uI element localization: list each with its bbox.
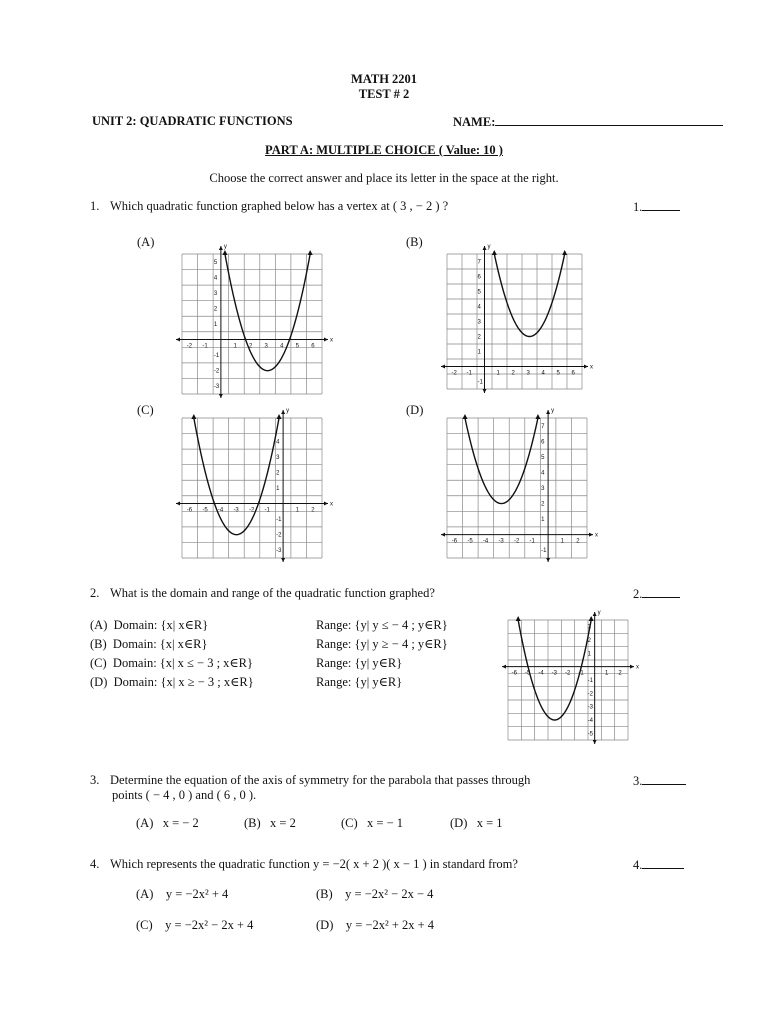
q1-option-c-label: (C) <box>137 403 154 417</box>
y-tick-label: 1 <box>587 651 592 658</box>
x-axis-arrow <box>324 502 328 506</box>
y-axis-label: y <box>286 408 290 414</box>
y-tick-label: 3 <box>587 624 592 631</box>
y-axis-arrow <box>546 410 550 414</box>
y-tick-label: 2 <box>587 638 592 644</box>
name-label: NAME: <box>453 115 496 129</box>
parabola-curve <box>494 254 564 337</box>
y-axis-arrow <box>483 246 487 250</box>
x-tick-label: 2 <box>511 370 515 377</box>
q3-text-line1: Determine the equation of the axis of symmetry for the parabola that passes through <box>110 773 531 787</box>
x-axis-arrow-left <box>441 365 445 369</box>
y-tick-label: 1 <box>477 349 481 356</box>
x-axis-label: x <box>330 501 333 508</box>
parabola-arrow-left <box>492 250 497 255</box>
q4-answer[interactable] <box>633 857 684 873</box>
name-blank[interactable] <box>495 114 723 126</box>
x-axis-arrow <box>630 665 634 669</box>
q3-number: 3. <box>90 773 100 787</box>
q3-answer-blank[interactable] <box>642 773 686 785</box>
test-number: TEST # 2 <box>358 87 410 101</box>
y-tick-label: -1 <box>587 678 594 684</box>
q4-choice-d: (D) y = −2x² + 2x + 4 <box>316 918 435 932</box>
q3-choice-d: (D) x = 1 <box>450 816 503 830</box>
y-axis-arrow <box>593 612 597 616</box>
q1-answer-label: 1. <box>633 200 643 214</box>
y-axis-arrow <box>281 410 285 414</box>
parabola-arrow-left <box>191 414 196 419</box>
y-tick-label: 5 <box>477 289 481 296</box>
q1-graph-d <box>437 404 637 564</box>
y-tick-label: 2 <box>477 334 481 341</box>
x-axis-arrow-left <box>502 665 506 669</box>
q1-number: 1. <box>90 199 100 213</box>
q1-answer-blank[interactable] <box>642 199 680 211</box>
q1-text: Which quadratic function graphed below has a vertex at ( 3 , − 2 ) ? <box>110 199 449 213</box>
y-axis-label: y <box>551 408 555 414</box>
y-tick-label: -2 <box>587 691 594 698</box>
q3-answer-label: 3. <box>633 774 643 788</box>
y-tick-label: 2 <box>276 470 280 477</box>
y-tick-label: 3 <box>477 319 481 326</box>
x-tick-label: 1 <box>605 670 609 677</box>
parabola-arrow-right <box>308 250 313 255</box>
q2-answer[interactable] <box>633 586 680 602</box>
q1-option-a-label: (A) <box>137 235 155 249</box>
x-tick-label: -2 <box>186 343 193 350</box>
q4-answer-label: 4. <box>633 858 643 872</box>
x-tick-label: -6 <box>511 670 518 677</box>
x-tick-label: -1 <box>466 370 472 377</box>
part-a-title: PART A: MULTIPLE CHOICE ( Value: 10 ) <box>265 143 503 157</box>
q4-choice-a: (A) y = −2x² + 4 <box>136 887 229 901</box>
x-tick-label: 6 <box>571 370 575 377</box>
parabola-arrow-right <box>589 616 594 621</box>
y-tick-label: 3 <box>541 486 545 492</box>
q1-graph-a <box>172 240 370 400</box>
y-axis-arrow-bottom <box>546 558 550 562</box>
x-tick-label: -2 <box>249 507 255 514</box>
part-a-instructions: Choose the correct answer and place its letter in the space at the right. <box>209 171 559 185</box>
x-tick-label: -2 <box>565 670 571 677</box>
x-tick-label: -5 <box>202 507 208 514</box>
x-tick-label: 6 <box>311 343 315 350</box>
x-tick-label: -2 <box>451 370 457 377</box>
q2-choice-b: (B) Domain: {x| x∈R} <box>90 637 208 651</box>
parabola-arrow-right <box>277 414 282 419</box>
x-axis-arrow <box>584 365 588 369</box>
y-tick-label: -1 <box>541 548 547 555</box>
name-field[interactable] <box>453 114 723 130</box>
x-tick-label: -1 <box>578 670 584 677</box>
x-tick-label: 5 <box>556 370 560 377</box>
x-axis-arrow-left <box>176 338 180 342</box>
y-tick-label: -1 <box>477 379 483 386</box>
y-tick-label: -3 <box>213 384 220 391</box>
y-axis-label: y <box>597 610 601 616</box>
y-axis-arrow-bottom <box>219 394 223 398</box>
x-tick-label: -5 <box>525 670 531 677</box>
q2-choice-c-range: Range: {y| y∈R} <box>316 656 403 670</box>
x-tick-label: 2 <box>576 538 580 545</box>
x-tick-label: 3 <box>526 370 530 377</box>
q1-option-d-label: (D) <box>406 403 424 417</box>
y-tick-label: -4 <box>587 718 594 724</box>
y-axis-arrow-bottom <box>281 558 285 562</box>
y-tick-label: 3 <box>276 454 280 461</box>
parabola-arrow-left <box>462 414 467 419</box>
x-tick-label: -4 <box>482 538 489 545</box>
x-tick-label: -1 <box>202 343 208 350</box>
q2-choice-a-range: Range: {y| y ≤ − 4 ; y∈R} <box>316 618 448 632</box>
x-axis-label: x <box>595 532 598 539</box>
x-tick-label: -1 <box>529 538 535 545</box>
y-tick-label: 4 <box>213 275 218 282</box>
parabola-arrow-right <box>562 250 567 255</box>
y-tick-label: 4 <box>477 304 481 311</box>
x-tick-label: 4 <box>541 370 545 377</box>
q1-answer[interactable] <box>633 199 680 215</box>
y-tick-label: 1 <box>541 517 545 524</box>
parabola-arrow-left <box>516 616 521 621</box>
x-tick-label: -4 <box>217 507 224 514</box>
q2-choice-a: (A) Domain: {x| x∈R} <box>90 618 209 632</box>
q1-option-b-label: (B) <box>406 235 423 249</box>
x-tick-label: 1 <box>560 538 565 545</box>
x-axis-label: x <box>636 664 639 671</box>
parabola-curve <box>465 418 538 504</box>
x-tick-label: 1 <box>233 343 237 350</box>
x-axis-label: x <box>330 337 333 344</box>
x-tick-label: -3 <box>233 507 239 514</box>
q2-choice-d: (D) Domain: {x| x ≥ − 3 ; x∈R} <box>90 675 254 689</box>
y-tick-label: 5 <box>541 454 545 461</box>
q4-number: 4. <box>90 857 100 871</box>
y-tick-label: 4 <box>276 439 280 446</box>
parabola-curve <box>194 418 279 535</box>
q4-text: Which represents the quadratic function y = −2( x + 2 )( x − 1 ) in standard from? <box>110 857 518 871</box>
y-tick-label: 3 <box>213 290 218 297</box>
y-tick-label: 1 <box>276 486 280 492</box>
x-axis-arrow-left <box>176 502 180 506</box>
y-tick-label: 5 <box>213 259 218 266</box>
q4-answer-blank[interactable] <box>642 857 684 869</box>
q2-choice-c: (C) Domain: {x| x ≤ − 3 ; x∈R} <box>90 656 254 670</box>
y-axis-arrow <box>219 246 223 250</box>
y-axis-arrow-bottom <box>593 740 597 744</box>
x-tick-label: -3 <box>498 538 504 545</box>
x-tick-label: -3 <box>551 670 558 677</box>
y-tick-label: 6 <box>541 439 545 446</box>
y-tick-label: 6 <box>477 274 481 281</box>
q2-number: 2. <box>90 586 100 600</box>
x-tick-label: -6 <box>451 538 458 545</box>
q2-choice-d-range: Range: {y| y∈R} <box>316 675 403 689</box>
x-tick-label: 1 <box>295 507 300 514</box>
q3-choice-c: (C) x = − 1 <box>341 816 404 830</box>
q2-choice-b-range: Range: {y| y ≥ − 4 ; y∈R} <box>316 637 448 651</box>
parabola-curve <box>225 254 310 371</box>
x-tick-label: 4 <box>280 343 284 350</box>
q3-text-line2: points ( − 4 , 0 ) and ( 6 , 0 ). <box>112 788 257 802</box>
y-axis-label: y <box>487 244 491 250</box>
y-axis-arrow-bottom <box>483 389 487 393</box>
y-tick-label: 2 <box>213 306 218 313</box>
y-tick-label: -1 <box>213 353 220 360</box>
x-tick-label: -6 <box>186 507 193 514</box>
y-axis-label: y <box>223 244 227 250</box>
x-tick-label: 2 <box>618 670 622 677</box>
q2-answer-blank[interactable] <box>642 586 680 598</box>
q2-text: What is the domain and range of the quadratic function graphed? <box>110 586 435 600</box>
unit-title: UNIT 2: QUADRATIC FUNCTIONS <box>92 114 293 128</box>
x-axis-label: x <box>590 364 593 371</box>
y-tick-label: 2 <box>541 501 545 508</box>
q3-choice-a: (A) x = − 2 <box>136 816 199 830</box>
q3-answer[interactable] <box>633 773 686 789</box>
x-tick-label: -1 <box>264 507 270 514</box>
q1-graph-c <box>172 404 372 564</box>
q2-graph <box>498 606 710 746</box>
q4-choice-c: (C) y = −2x² − 2x + 4 <box>136 918 254 932</box>
parabola-arrow-left <box>222 250 227 255</box>
y-tick-label: -2 <box>213 368 220 375</box>
parabola-arrow-right <box>535 414 540 419</box>
q2-answer-label: 2. <box>633 587 643 601</box>
y-tick-label: -3 <box>276 548 282 555</box>
x-tick-label: 5 <box>295 343 300 350</box>
y-tick-label: -1 <box>276 517 282 524</box>
y-tick-label: 4 <box>541 470 545 477</box>
y-tick-label: -2 <box>276 532 282 539</box>
q4-choice-b: (B) y = −2x² − 2x − 4 <box>316 887 434 901</box>
y-tick-label: -3 <box>587 704 594 711</box>
x-tick-label: 2 <box>311 507 315 514</box>
x-tick-label: -2 <box>514 538 520 545</box>
x-tick-label: 3 <box>264 343 268 350</box>
q1-graph-b <box>437 240 637 395</box>
y-tick-label: 1 <box>213 322 218 328</box>
x-tick-label: 2 <box>249 343 253 350</box>
x-axis-arrow <box>324 338 328 342</box>
x-tick-label: -4 <box>538 670 544 677</box>
x-axis-arrow-left <box>441 533 445 537</box>
x-tick-label: -5 <box>467 538 473 545</box>
y-tick-label: 7 <box>477 259 481 266</box>
y-tick-label: 7 <box>541 423 545 430</box>
x-tick-label: 1 <box>496 370 500 377</box>
y-tick-label: -5 <box>587 731 594 738</box>
x-axis-arrow <box>589 533 593 537</box>
course-title: MATH 2201 <box>350 72 418 86</box>
q3-choice-b: (B) x = 2 <box>244 816 296 830</box>
